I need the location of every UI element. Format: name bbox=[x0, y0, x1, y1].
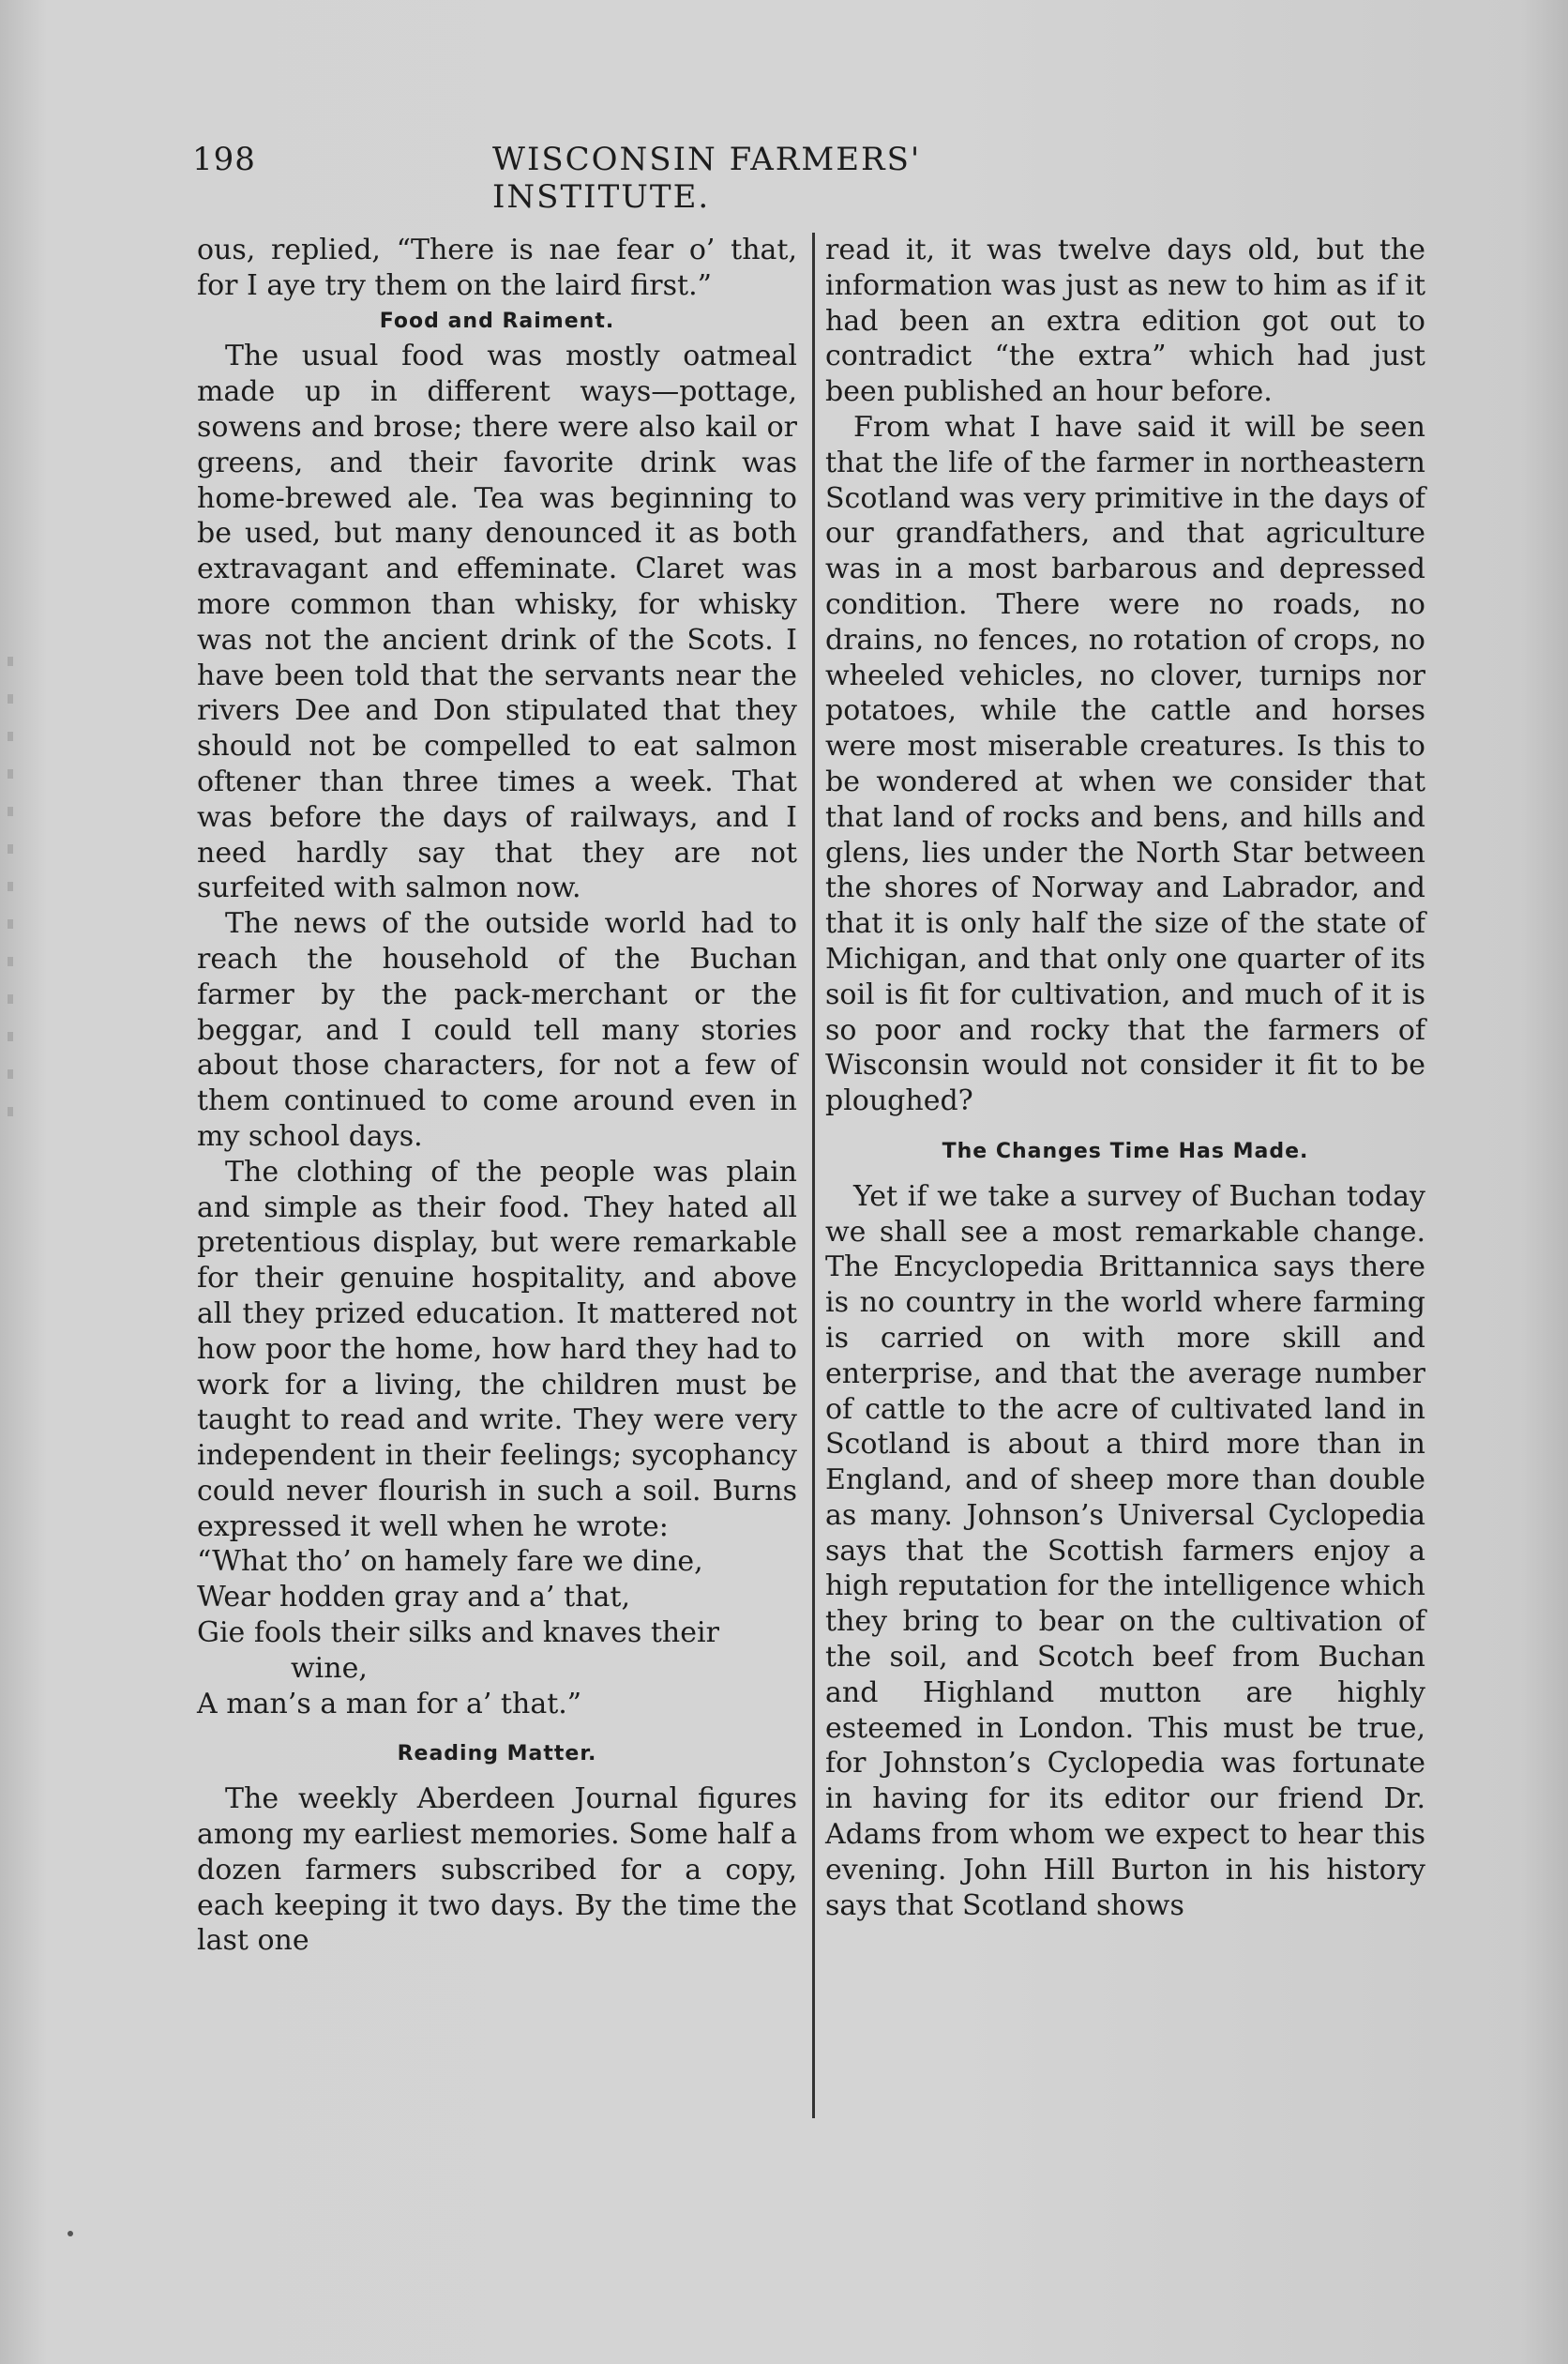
section-heading-food-and-raiment: Food and Raiment. bbox=[379, 309, 615, 333]
right-column bbox=[825, 233, 1425, 1923]
poem-line: Wear hodden gray and a’ that, bbox=[197, 1581, 630, 1614]
left-paragraph-1: ous, replied, “There is nae fear o’ that, for I aye try them on the laird first.” bbox=[197, 234, 797, 302]
ink-speck bbox=[68, 2231, 73, 2236]
poem-line: “What tho’ on hamely fare we dine, bbox=[197, 1545, 703, 1579]
right-paragraph-2: From what I have said it will be seen that the life of the farmer in northeastern Scotland was very primitive in the days of our grandfathers, and that agriculture was in a most barbarous and depressed condition. There were no roads, no drains, no fences, no rotation of crops, no wheeled vehicles, no clover, turnips nor potatoes, while the cattle and horses were most miserable creatures. Is this to be wondered at when we consider that that land of rocks and bens, and hills and glens, lies under the North Star between the shores of Norway and Labrador, and that it is only half the size of the state of Michigan, and that only one quarter of its soil is fit for cultivation, and much of it is so poor and rocky that the farmers of Wisconsin would not consider it fit to be ploughed? bbox=[825, 410, 1425, 1118]
poem-line: wine, bbox=[291, 1651, 368, 1685]
page-edge-marks bbox=[8, 657, 13, 1126]
page-number: 198 bbox=[192, 141, 256, 178]
right-paragraph-3: Yet if we take a survey of Buchan today we shall see a most remarkable change. The Encyclopedia Brittannica says there is no country in the world where farming is carried on with more skill and enterprise, and that the average number of cattle to the acre of cultivated land in Scotland is about a third more than in England, and of sheep more than double as many. Johnson’s Universal Cyclopedia says that the Scottish farmers enjoy a high reputation for the intelligence which they bring to bear on the cultivation of the soil, and Scotch beef from Buchan and Highland mutton are highly esteemed in London. This must be true, for Johnston’s Cyclopedia was fortunate in having for its editor our friend Dr. Adams from whom we expect to hear this evening. John Hill Burton in his history says that Scotland shows bbox=[825, 1179, 1425, 1922]
left-column bbox=[197, 233, 797, 1959]
journal-title: WISCONSIN FARMERS' INSTITUTE. bbox=[492, 141, 922, 216]
right-paragraph-1: read it, it was twelve days old, but the information was just as new to him as if it had been an extra edition got out to contradict “the extra” which had just been published an hour before. bbox=[825, 234, 1425, 409]
left-paragraph-4: The clothing of the people was plain and simple as their food. They hated all pretentious display, but were remarkable for their genuine hospitality, and above all they prized education. It mattered not how poor the home, how hard they had to work for a living, the children must be taught to read and write. They were very independent in their feelings; sycophancy could never flourish in such a soil. Burns expressed it well when he wrote: bbox=[197, 1155, 797, 1543]
running-head bbox=[192, 141, 1139, 216]
poem-line: A man’s a man for a’ that.” bbox=[197, 1687, 582, 1720]
left-paragraph-5: The weekly Aberdeen Journal figures among my earliest memories. Some half a dozen farmers subscribed for a copy, each keeping it two days. By the time the last one bbox=[197, 1782, 797, 1958]
section-heading-changes-time-has-made: The Changes Time Has Made. bbox=[942, 1139, 1309, 1163]
burns-poem-quote bbox=[197, 1544, 797, 1721]
poem-line: Gie fools their silks and knaves their bbox=[197, 1616, 719, 1650]
column-divider bbox=[812, 233, 815, 2118]
left-paragraph-2: The usual food was mostly oatmeal made up in different ways—pottage, sowens and brose; there were also kail or greens, and their favorite drink was home-brewed ale. Tea was beginning to be used, but many denounced it as both extravagant and effeminate. Claret was more common than whisky, for whisky was not the ancient drink of the Scots. I have been told that the servants near the rivers Dee and Don stipulated that they should not be compelled to eat salmon oftener than three times a week. That was before the days of railways, and I need hardly say that they are not surfeited with salmon now. bbox=[197, 340, 797, 905]
left-paragraph-3: The news of the outside world had to reach the household of the Buchan farmer by the pack-merchant or the beggar, and I could tell many stories about those characters, for not a few of them continued to come around even in my school days. bbox=[197, 907, 797, 1153]
section-heading-reading-matter: Reading Matter. bbox=[397, 1742, 597, 1766]
